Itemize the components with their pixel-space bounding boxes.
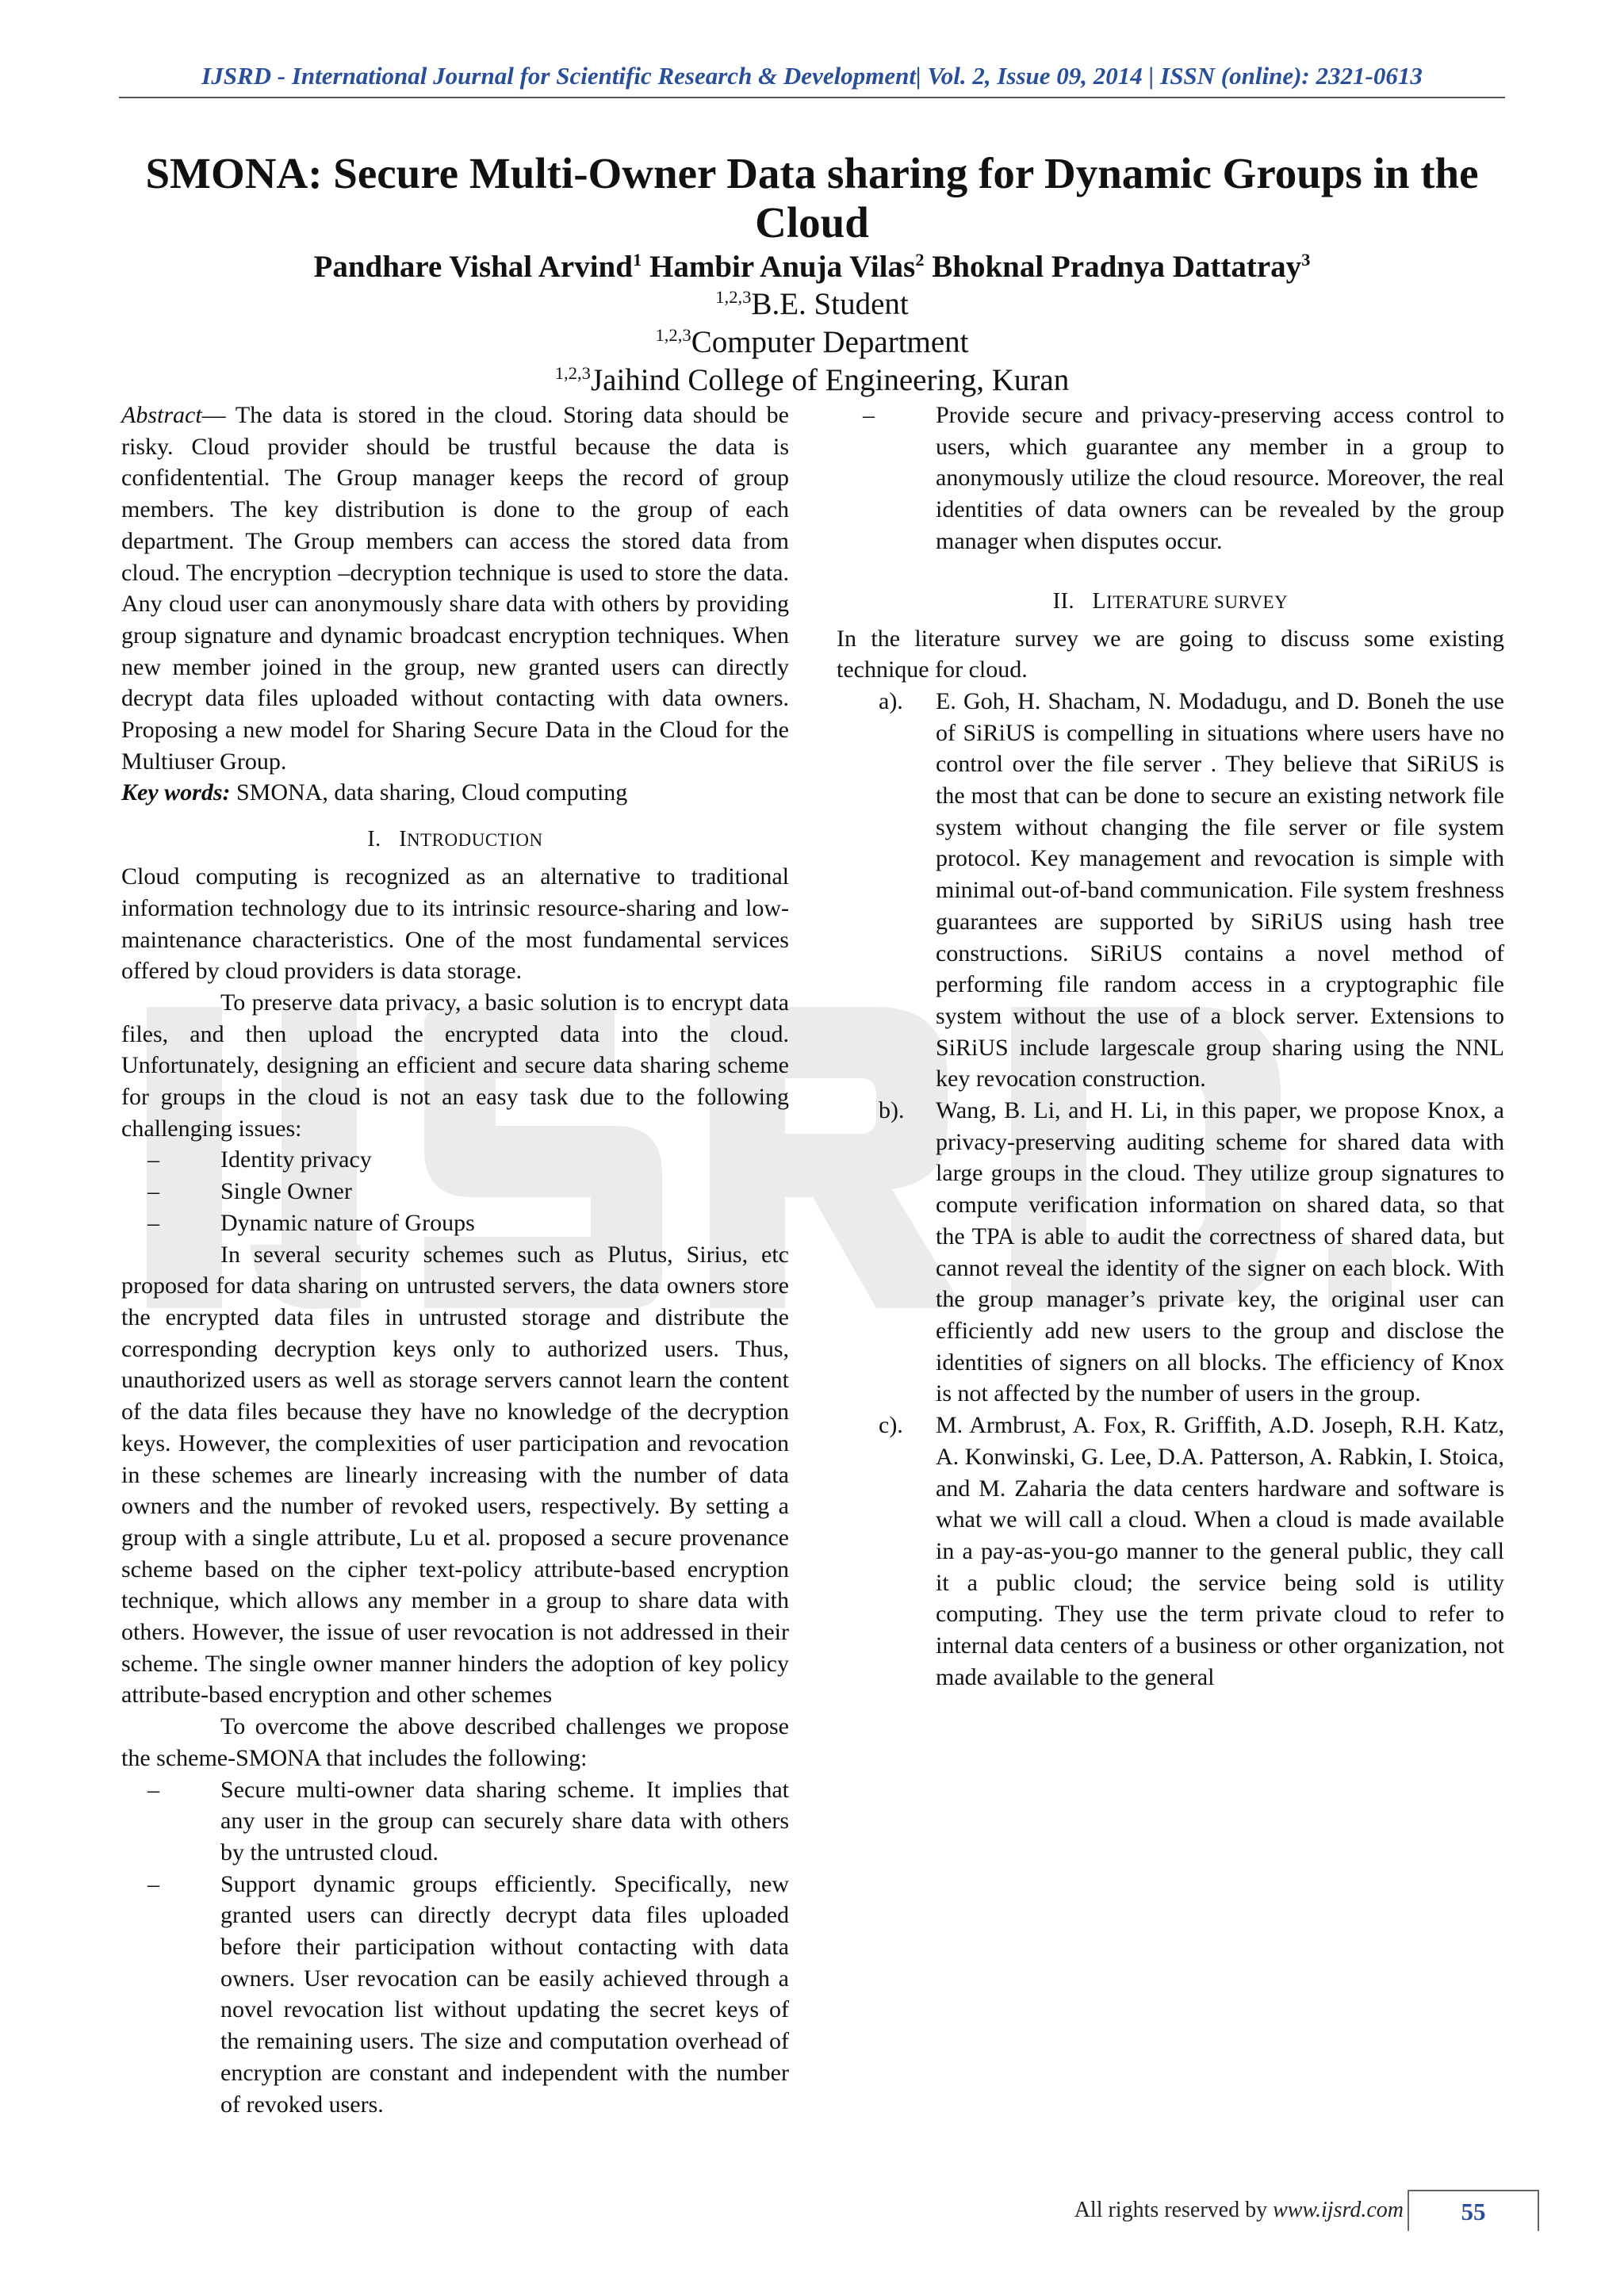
left-column [121,400,789,2120]
footer-rights [936,2198,1404,2223]
section-heading-initial: L [1092,588,1107,614]
affiliation-superscript: 1,2,3 [655,325,691,345]
list-item [879,1410,1504,1693]
affiliation-text: Computer Department [691,325,969,359]
affiliation-superscript: 1,2,3 [554,363,591,383]
section-heading-rest: ITERATURE SURVEY [1106,591,1289,612]
abstract-dash: — [201,402,226,428]
title-line-2: Cloud [755,198,869,247]
feature-text: Support dynamic groups efficiently. Specifically, new granted users can directly decrypt data files uploaded before their participation without contacting with data owners. User revocation can be easily achieved through a novel revocation list without updating the secret keys of the remaining users. The size and computation overhead of encryption are constant and independent with the number of revoked users. [220,1870,789,2118]
feature-text: Provide secure and privacy-preserving access control to users, which guarantee any member in a group to anonymously utilize the cloud resource. Moreover, the real identities of data owners can be revealed by the group manager when disputes occur. [936,402,1504,554]
keywords-label: Key words: [121,779,231,806]
literature-item-text: Wang, B. Li, and H. Li, in this paper, we propose Knox, a privacy-preserving auditing scheme for shared data with large groups in the cloud. They utilize group signatures to compute verification information on shared data, so that the TPA is able to audit the correctness of shared data, but cannot reveal the identity of the signer on each block. With the group manager’s private key, the original user can efficiently add new users to the group and disclose the identities of signers on all blocks. The efficiency of Knox is not affected by the number of users in the group. [936,1097,1504,1407]
author-name: Bhoknal Pradnya Dattatray [932,250,1302,284]
keywords-text: SMONA, data sharing, Cloud computing [230,779,628,806]
literature-list [879,686,1504,1693]
issue-text: Identity privacy [220,1146,372,1173]
affiliation-text: Jaihind College of Engineering, Kuran [590,363,1070,397]
features-list-left [147,1774,789,2121]
list-item [147,1774,789,1869]
dash-marker: – [147,1209,159,1236]
author-superscript: 3 [1301,250,1311,270]
list-item [879,686,1504,1095]
section-heading-initial: I [399,827,408,852]
paper-title [111,149,1513,247]
footer-rights-text: All rights reserved by [1074,2198,1274,2222]
author-list [111,247,1513,287]
section-numeral: II. [1052,588,1074,614]
intro-paragraph-1: Cloud computing is recognized as an alternative to traditional information technology due to its intrinsic resource-sharing and low-maintenance characteristics. One of the most fundamental services offered by cloud providers is data storage. [121,863,789,985]
list-item [147,1176,789,1207]
abstract [121,400,789,777]
list-item [863,400,1504,557]
list-item [147,1207,789,1239]
dash-marker: – [147,1870,159,1897]
dash-marker: – [147,1146,159,1173]
list-item [879,1095,1504,1410]
section-heading-rest: NTRODUCTION [407,830,543,851]
list-item [147,1869,789,2121]
author-name: Hambir Anuja Vilas [649,250,916,284]
literature-intro: In the literature survey we are going to discuss some existing technique for cloud. [837,625,1504,683]
affiliation-institution [111,362,1513,400]
affiliation-superscript: 1,2,3 [715,287,752,307]
literature-item-text: M. Armbrust, A. Fox, R. Griffith, A.D. Joseph, R.H. Katz, A. Konwinski, G. Lee, D.A. Patterson, A. Rabkin, I. Stoica, and M. Zaharia the data centers hardware and software is what we will call a cloud. When a cloud is made available in a pay-as-you-go manner to the general public, they call it a public cloud; the service being sold is utility computing. They use the term private cloud to refer to internal data centers of a business or other organization, not made available to the general [936,1412,1504,1690]
issue-text: Single Owner [220,1178,352,1205]
section-heading-introduction [121,824,789,856]
item-marker: b). [879,1097,905,1124]
page-number: 55 [1408,2190,1539,2231]
issues-list [147,1144,789,1238]
journal-header: IJSRD - International Journal for Scientific Research & Development| Vol. 2, Issue 09, 2014 | ISSN (online): 2321-0613 [201,62,1423,90]
dash-marker: – [863,402,875,428]
item-marker: c). [879,1412,903,1439]
author-superscript: 2 [915,250,925,270]
intro-paragraph-2: To preserve data privacy, a basic solution is to encrypt data files, and then upload the encrypted data into the cloud. Unfortunately, designing an efficient and secure data sharing scheme for groups in the cloud is not an easy task due to the following challenging issues: [121,989,789,1142]
affiliation-department [111,323,1513,362]
feature-text: Secure multi-owner data sharing scheme. It implies that any user in the group can securely share data with others by the untrusted cloud. [220,1776,789,1866]
author-superscript: 1 [632,250,642,270]
abstract-label: Abstract [121,402,202,428]
affiliation-role [111,285,1513,323]
item-marker: a). [879,687,903,714]
section-numeral: I. [367,827,381,852]
issue-text: Dynamic nature of Groups [220,1209,475,1236]
affiliation-text: B.E. Student [751,287,909,321]
keywords [121,777,789,809]
features-list-right [863,400,1504,557]
author-name: Pandhare Vishal Arvind [313,250,633,284]
dash-marker: – [147,1776,159,1803]
header-divider [119,97,1505,98]
title-line-1: SMONA: Secure Multi-Owner Data sharing for Dynamic Groups in the [145,149,1479,197]
list-item [147,1144,789,1176]
footer-url[interactable]: www.ijsrd.com [1273,2198,1404,2222]
section-heading-literature-survey [837,586,1504,618]
abstract-text: The data is stored in the cloud. Storing data should be risky. Cloud provider should be trustful because the data is confidentential. The Group manager keeps the record of group members. The key distribution is done to the group of each department. The Group members can access the stored data from cloud. The encryption –decryption technique is used to store the data. Any cloud user can anonymously share data with others by providing group signature and dynamic broadcast encryption techniques. When new member joined in the group, new granted users can directly decrypt data files uploaded without contacting with data owners. Proposing a new model for Sharing Secure Data in the Cloud for the Multiuser Group. [121,402,789,775]
intro-paragraph-4: To overcome the above described challenges we propose the scheme-SMONA that includes the following: [121,1713,789,1771]
intro-paragraph-3: In several security schemes such as Plutus, Sirius, etc proposed for data sharing on untrusted servers, the data owners store the encrypted data files in untrusted storage and distribute the corresponding decryption keys only to authorized users. Thus, unauthorized users as well as storage servers cannot learn the content of the data files because they have no knowledge of the decryption keys. However, the complexities of user participation and revocation in these schemes are linearly increasing with the number of data owners and the number of revoked users, respectively. By setting a group with a single attribute, Lu et al. proposed a secure provenance scheme based on the cipher text-policy attribute-based encryption technique, which allows any member in a group to share data with others. However, the issue of user revocation is not addressed in their scheme. The single owner manner hinders the adoption of key policy attribute-based encryption and other schemes [121,1241,789,1709]
literature-item-text: E. Goh, H. Shacham, N. Modadugu, and D. Boneh the use of SiRiUS is compelling in situations where users have no control over the file server . They believe that SiRiUS is the most that can be done to secure an existing network file system without changing the file server or file system protocol. Key management and revocation is simple with minimal out-of-band communication. File system freshness guarantees are supported by SiRiUS using hash tree constructions. SiRiUS contains a novel method of performing file random access in a cryptographic file system without the use of a block server. Extensions to SiRiUS include largescale group sharing using the NNL key revocation construction. [936,687,1504,1093]
dash-marker: – [147,1178,159,1205]
right-column [837,400,1504,1693]
